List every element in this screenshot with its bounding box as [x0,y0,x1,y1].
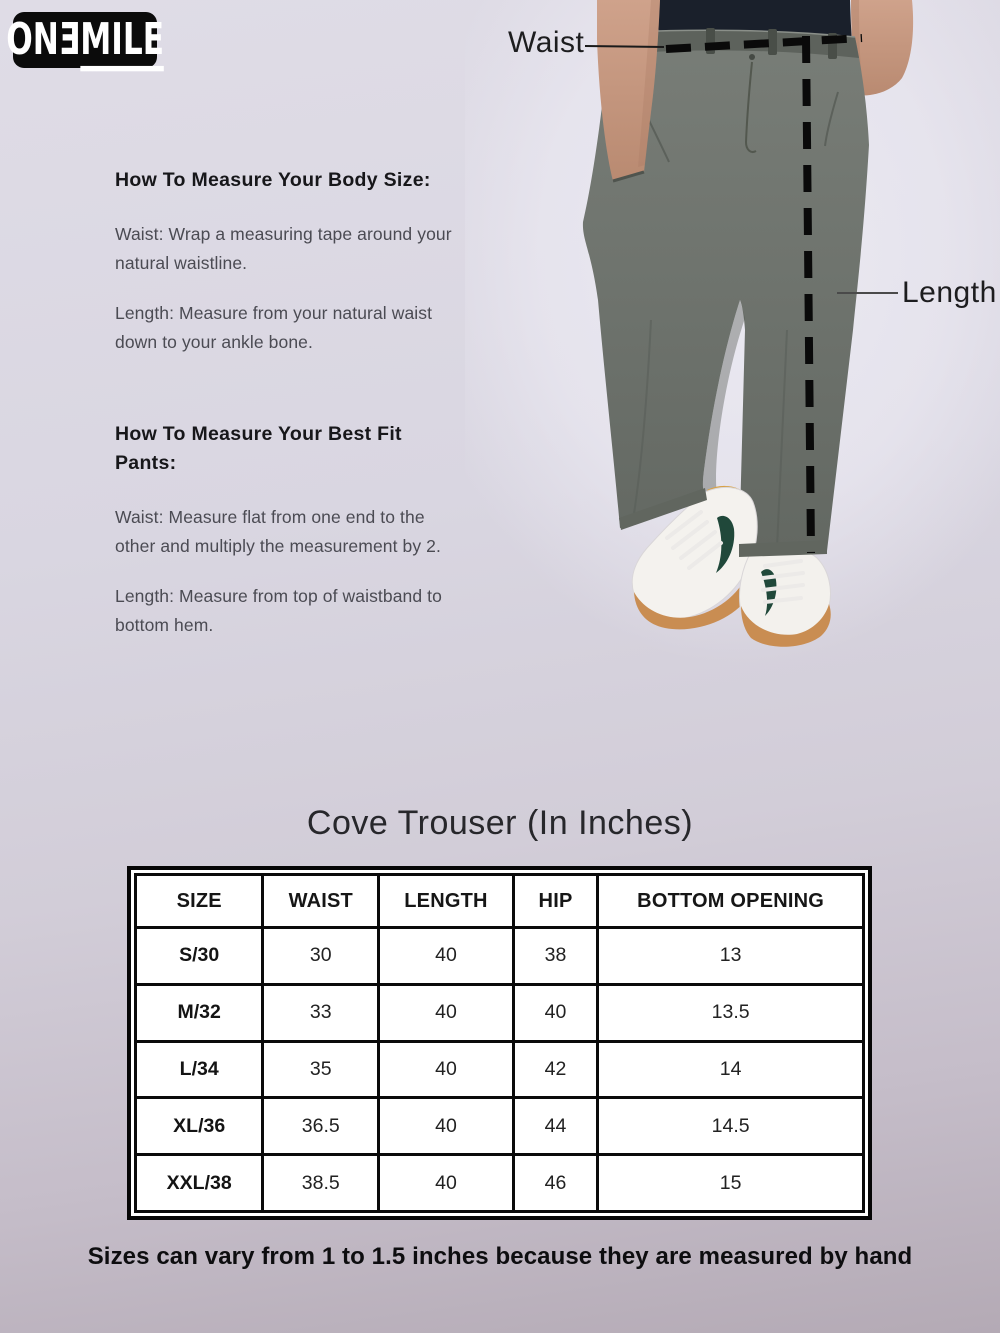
header-length: LENGTH [379,875,514,928]
table-header-row [136,875,864,928]
value-cell: 38 [513,928,597,985]
pants-length-instruction: Length: Measure from top of waistband to bottom hem. [115,586,442,635]
size-cell: M/32 [136,984,263,1041]
best-fit-section [115,420,467,639]
footnote: Sizes can vary from 1 to 1.5 inches because they are measured by hand [87,1243,913,1270]
size-cell: L/34 [136,1041,263,1098]
value-cell: 13 [598,928,864,985]
waist-pointer-line [585,46,664,47]
size-chart-table [134,873,865,1213]
size-chart-table-wrapper [127,866,872,1220]
size-cell: XXL/38 [136,1155,263,1212]
header-bottom-opening: BOTTOM OPENING [598,875,864,928]
value-cell: 30 [263,928,379,985]
body-size-section [115,166,467,356]
value-cell: 15 [598,1155,864,1212]
value-cell: 40 [379,1041,514,1098]
value-cell: 14 [598,1041,864,1098]
table-row [136,928,864,985]
table-row [136,1041,864,1098]
brand-logo-text [6,15,164,65]
waist-label: Waist [508,26,585,59]
measuring-instructions [115,166,467,661]
value-cell: 33 [263,984,379,1041]
value-cell: 40 [379,928,514,985]
table-row [136,984,864,1041]
value-cell: 44 [513,1098,597,1155]
model-photo [455,0,1000,672]
value-cell: 46 [513,1155,597,1212]
value-cell: 14.5 [598,1098,864,1155]
brand-logo [6,12,164,68]
size-cell: XL/36 [136,1098,263,1155]
header-waist: WAIST [263,875,379,928]
size-cell: S/30 [136,928,263,985]
size-chart-title: Cove Trouser (In Inches) [306,804,694,842]
value-cell: 40 [379,1155,514,1212]
logo-mile-underlined: MILE [80,15,164,71]
table-row [136,1098,864,1155]
pants-waist-instruction: Waist: Measure flat from one end to the other and multiply the measurement by 2. [115,507,441,556]
body-length-instruction: Length: Measure from your natural waist down to your ankle bone. [115,303,433,352]
model-figure-svg [455,0,1000,672]
header-size: SIZE [136,875,263,928]
value-cell: 38.5 [263,1155,379,1212]
value-cell: 40 [379,984,514,1041]
logo-reversed-e: Ǝ [58,15,81,65]
header-hip: HIP [513,875,597,928]
size-table-body [136,928,864,1212]
value-cell: 40 [379,1098,514,1155]
table-row [136,1155,864,1212]
value-cell: 42 [513,1041,597,1098]
best-fit-heading: How To Measure Your Best Fit Pants: [115,423,402,474]
value-cell: 36.5 [263,1098,379,1155]
waist-button [749,54,755,60]
body-waist-instruction: Waist: Wrap a measuring tape around your natural waistline. [115,224,452,273]
logo-on: ON [6,15,59,65]
value-cell: 35 [263,1041,379,1098]
value-cell: 13.5 [598,984,864,1041]
value-cell: 40 [513,984,597,1041]
sneaker-right [739,547,830,647]
body-size-heading: How To Measure Your Body Size: [115,169,431,191]
length-label: Length [902,276,997,309]
